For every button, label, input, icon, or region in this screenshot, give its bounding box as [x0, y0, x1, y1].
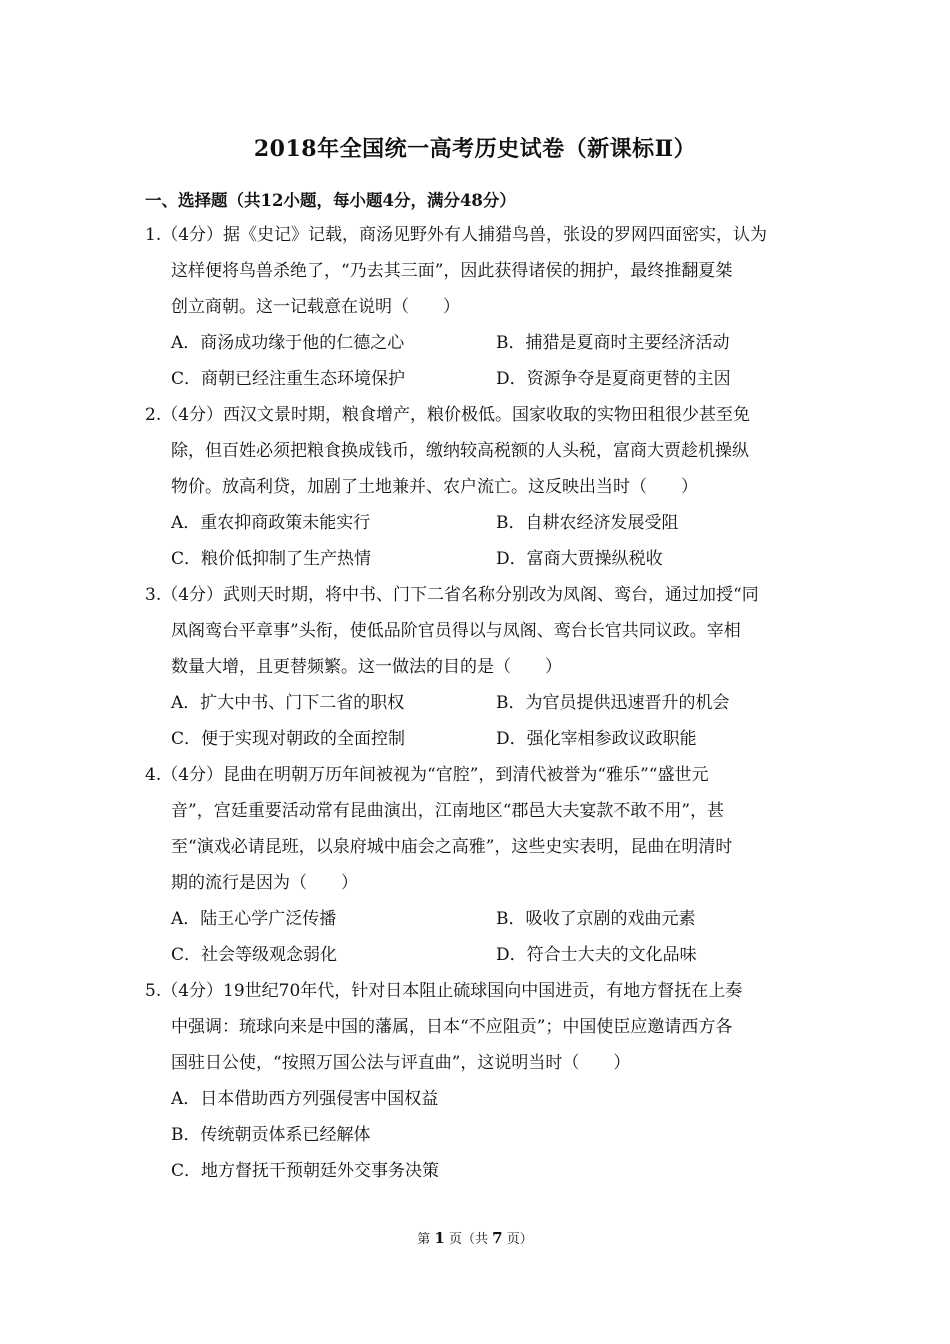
option-c: C．便于实现对朝政的全面控制 — [171, 729, 406, 749]
question-stem-line: 除，但百姓必须把粮食换成钱币，缴纳较高税额的人头税，富商大贾趁机操纵 — [171, 441, 749, 461]
page-title: 2018年全国统一高考历史试卷（新课标Ⅱ） — [253, 136, 697, 162]
option-a: A．陆王心学广泛传播 — [171, 909, 337, 929]
option-b: B．吸收了京剧的戏曲元素 — [496, 909, 696, 929]
option-b: B．自耕农经济发展受阻 — [496, 513, 679, 533]
question-stem-line: 2.（4分）西汉文景时期，粮食增产，粮价极低。国家收取的实物田租很少甚至免 — [145, 405, 751, 425]
option-b: B．传统朝贡体系已经解体 — [171, 1125, 371, 1145]
option-d: D．强化宰相参政议政职能 — [496, 729, 697, 749]
page-number: 1 — [434, 1229, 445, 1247]
question-stem-line: 5.（4分）19世纪70年代，针对日本阻止硫球国向中国进贡，有地方督抚在上奏 — [145, 981, 743, 1001]
question-stem-line: 中强调：琉球向来是中国的藩属，日本“不应阻贡”；中国使臣应邀请西方各 — [171, 1017, 733, 1037]
footer-suffix: 页） — [506, 1232, 533, 1247]
option-d: D．资源争夺是夏商更替的主因 — [496, 369, 731, 389]
option-c: C．粮价低抑制了生产热情 — [171, 549, 372, 569]
option-b: B．捕猎是夏商时主要经济活动 — [496, 333, 730, 353]
question-stem-line: 数量大增，且更替频繁。这一做法的目的是（ ） — [171, 657, 562, 677]
section-header: 一、选择题（共12小题，每小题4分，满分48分） — [145, 191, 516, 210]
option-b: B．为官员提供迅速晋升的机会 — [496, 693, 730, 713]
question-stem-line: 创立商朝。这一记载意在说明（ ） — [171, 297, 460, 317]
question-stem-line: 至“演戏必请昆班，以泉府城中庙会之高雅”，这些史实表明，昆曲在明清时 — [171, 837, 733, 857]
page-total: 7 — [492, 1229, 503, 1247]
option-a: A．重农抑商政策未能实行 — [171, 513, 371, 533]
question-stem-line: 3.（4分）武则天时期，将中书、门下二省名称分别改为凤阁、鸾台，通过加授“同 — [145, 585, 759, 605]
question-stem-line: 4.（4分）昆曲在明朝万历年间被视为“官腔”，到清代被誉为“雅乐”“盛世元 — [145, 765, 709, 785]
option-a: A．日本借助西方列强侵害中国权益 — [171, 1089, 439, 1109]
option-d: D．富商大贾操纵税收 — [496, 549, 663, 569]
option-a: A．商汤成功缘于他的仁德之心 — [171, 333, 405, 353]
option-c: C．商朝已经注重生态环境保护 — [171, 369, 406, 389]
question-stem-line: 音”，宫廷重要活动常有昆曲演出，江南地区“郡邑大夫宴款不敢不用”，甚 — [171, 801, 725, 821]
footer-prefix: 第 — [417, 1232, 431, 1247]
option-c: C．社会等级观念弱化 — [171, 945, 338, 965]
question-stem-line: 物价。放高利贷，加剧了土地兼并、农户流亡。这反映出当时（ ） — [171, 477, 698, 497]
option-d: D．符合士大夫的文化品味 — [496, 945, 697, 965]
question-stem-line: 国驻日公使，“按照万国公法与评直曲”，这说明当时（ ） — [171, 1053, 631, 1073]
option-c: C．地方督抚干预朝廷外交事务决策 — [171, 1161, 440, 1181]
question-stem-line: 这样便将鸟兽杀绝了，“乃去其三面”，因此获得诸侯的拥护，最终推翻夏桀 — [171, 261, 733, 281]
question-stem-line: 凤阁鸾台平章事”头衔，使低品阶官员得以与凤阁、鸾台长官共同议政。宰相 — [171, 621, 741, 641]
page-footer — [0, 1228, 950, 1247]
question-stem-line: 期的流行是因为（ ） — [171, 873, 358, 893]
footer-mid: 页（共 — [448, 1232, 488, 1247]
question-stem-line: 1.（4分）据《史记》记载，商汤见野外有人捕猎鸟兽，张设的罗网四面密实，认为 — [145, 225, 768, 245]
option-a: A．扩大中书、门下二省的职权 — [171, 693, 405, 713]
